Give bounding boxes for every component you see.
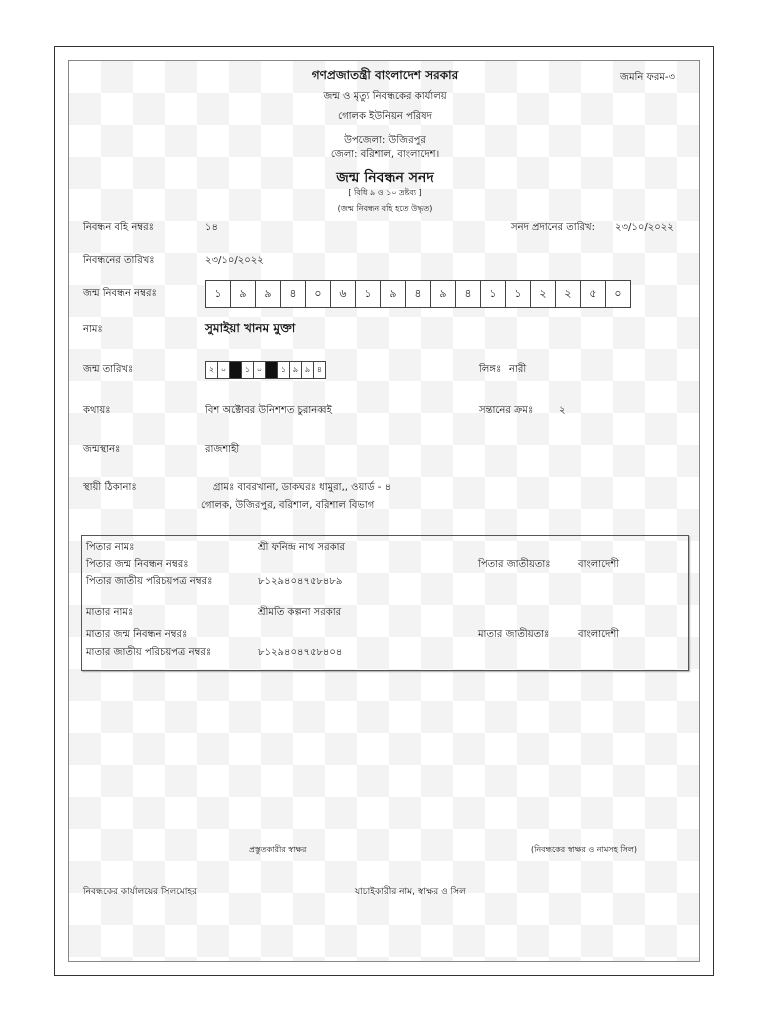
registration-digit: ১ — [356, 281, 381, 307]
father-nationality-label: পিতার জাতীয়তাঃ — [478, 559, 551, 570]
registration-digit: ৯ — [431, 281, 456, 307]
dob-digit: ১ — [242, 362, 254, 378]
book-number-value: ১৪ — [205, 222, 218, 233]
birthplace-value: রাজশাহী — [205, 444, 240, 455]
source-note: (জন্ম নিবন্ধন বহি হতে উদ্ধৃত) — [337, 204, 433, 213]
mother-nid-value: ৮১২৯৪০৪৭৫৮৪০৪ — [258, 647, 343, 658]
dob-label: জন্ম তারিখঃ — [83, 364, 134, 375]
parents-section — [81, 535, 689, 671]
registration-digit: ০ — [306, 281, 331, 307]
certificate-title: জন্ম নিবন্ধন সনদ — [336, 170, 434, 186]
mother-nationality-value: বাংলাদেশী — [578, 629, 620, 640]
verifier-signature: যাচাইকারীর নাম, স্বাক্ষর ও সিল — [355, 887, 466, 897]
dob-boxes — [205, 361, 326, 379]
government-title: গণপ্রজাতন্ত্রী বাংলাদেশ সরকার — [311, 68, 459, 82]
dob-separator — [266, 362, 278, 378]
registration-digit: ৫ — [581, 281, 606, 307]
registration-digit: ০ — [614, 286, 622, 300]
registration-digit: ২ — [531, 281, 556, 307]
father-reg-label: পিতার জন্ম নিবন্ধন নম্বরঃ — [86, 559, 189, 570]
birth-order-value: ২ — [559, 405, 566, 416]
certificate-sheet — [68, 60, 700, 962]
gender-value: নারী — [509, 364, 527, 375]
registration-date-label: নিবন্ধনের তারিখঃ — [83, 255, 155, 266]
gender-label: লিঙ্গঃ — [479, 364, 502, 375]
registration-digit: ১ — [206, 281, 231, 307]
registration-digit: ৯ — [231, 281, 256, 307]
mother-name-label: মাতার নামঃ — [86, 607, 134, 618]
dob-digit: ১ — [278, 362, 290, 378]
office-name: জন্ম ও মৃত্যু নিবন্ধকের কার্যালয় — [323, 91, 447, 102]
upazila: উপজেলা: উজিরপুর — [344, 135, 426, 146]
registration-digit: ৪ — [281, 281, 306, 307]
district: জেলা: বরিশাল, বাংলাদেশ। — [330, 149, 440, 160]
name-value: সুমাইয়া খানম মুক্তা — [205, 321, 296, 335]
rule-reference: [ বিধি ৯ ও ১০ দ্রষ্টব্য ] — [348, 188, 422, 197]
address-line-2: গোলক, উজিরপুর, বরিশাল, বরিশাল বিভাগ — [201, 500, 375, 511]
father-name-label: পিতার নামঃ — [86, 542, 135, 553]
book-number-label: নিবন্ধন বহি নম্বরঃ — [83, 222, 155, 233]
address-line-1: গ্রামঃ বাবরখানা, ডাকঘরঃ ধামুরা,, ওয়ার্ড - ৪ — [213, 482, 392, 493]
dob-words-value: বিশ অক্টোবর উনিশশত চুরানব্বই — [205, 405, 332, 416]
registrar-signature: (নিবন্ধকের স্বাক্ষর ও নামসহ সিল) — [531, 845, 637, 854]
dob-separator — [230, 362, 242, 378]
registration-digit: ২ — [556, 281, 581, 307]
father-nationality-value: বাংলাদেশী — [578, 559, 620, 570]
dob-digit: ৯ — [302, 362, 314, 378]
registration-digit: ৯ — [381, 281, 406, 307]
registration-number-boxes — [205, 280, 631, 308]
address-label: স্থায়ী ঠিকানাঃ — [83, 482, 137, 493]
dob-digit: ৪ — [316, 364, 323, 374]
father-nid-label: পিতার জাতীয় পরিচয়পত্র নম্বরঃ — [86, 576, 213, 587]
issue-date-value: ২৩/১০/২০২২ — [615, 222, 674, 233]
registration-digit: ৯ — [256, 281, 281, 307]
registration-date-value: ২৩/১০/২০২২ — [205, 255, 264, 266]
registration-digit: ৪ — [456, 281, 481, 307]
name-label: নামঃ — [83, 324, 103, 335]
mother-nationality-label: মাতার জাতীয়তাঃ — [478, 629, 550, 640]
dob-words-label: কথায়ঃ — [83, 405, 111, 416]
dob-digit: ৯ — [290, 362, 302, 378]
mother-reg-label: মাতার জন্ম নিবন্ধন নম্বরঃ — [86, 629, 188, 640]
birthplace-label: জন্মস্থানঃ — [83, 444, 121, 455]
issue-date-label: সনদ প্রদানের তারিখ: — [511, 222, 595, 233]
dob-digit: ০ — [254, 362, 266, 378]
preparer-signature: প্রস্তুতকারীর স্বাক্ষর — [249, 845, 307, 854]
dob-digit: ০ — [218, 362, 230, 378]
father-name-value: শ্রী ফনিন্দ্র নাথ সরকার — [258, 542, 346, 553]
registration-number-label: জন্ম নিবন্ধন নম্বরঃ — [83, 288, 157, 299]
registration-digit: ১ — [481, 281, 506, 307]
registration-digit: ১ — [506, 281, 531, 307]
father-nid-value: ৮১২৯৪০৪৭৫৮৪৮৯ — [258, 576, 343, 587]
registration-digit: ৪ — [406, 281, 431, 307]
registration-digit: ৬ — [331, 281, 356, 307]
mother-nid-label: মাতার জাতীয় পরিচয়পত্র নম্বরঃ — [86, 647, 212, 658]
form-number: জমনি ফরম-৩ — [620, 72, 675, 83]
mother-name-value: শ্রীমতি কল্পনা সরকার — [258, 607, 342, 618]
council-name: গোলক ইউনিয়ন পরিষদ — [338, 111, 432, 122]
office-seal: নিবন্ধকের কার্যালয়ের সিলমোহর — [83, 887, 198, 897]
dob-digit: ২ — [206, 362, 218, 378]
birth-order-label: সন্তানের ক্রমঃ — [479, 405, 534, 416]
